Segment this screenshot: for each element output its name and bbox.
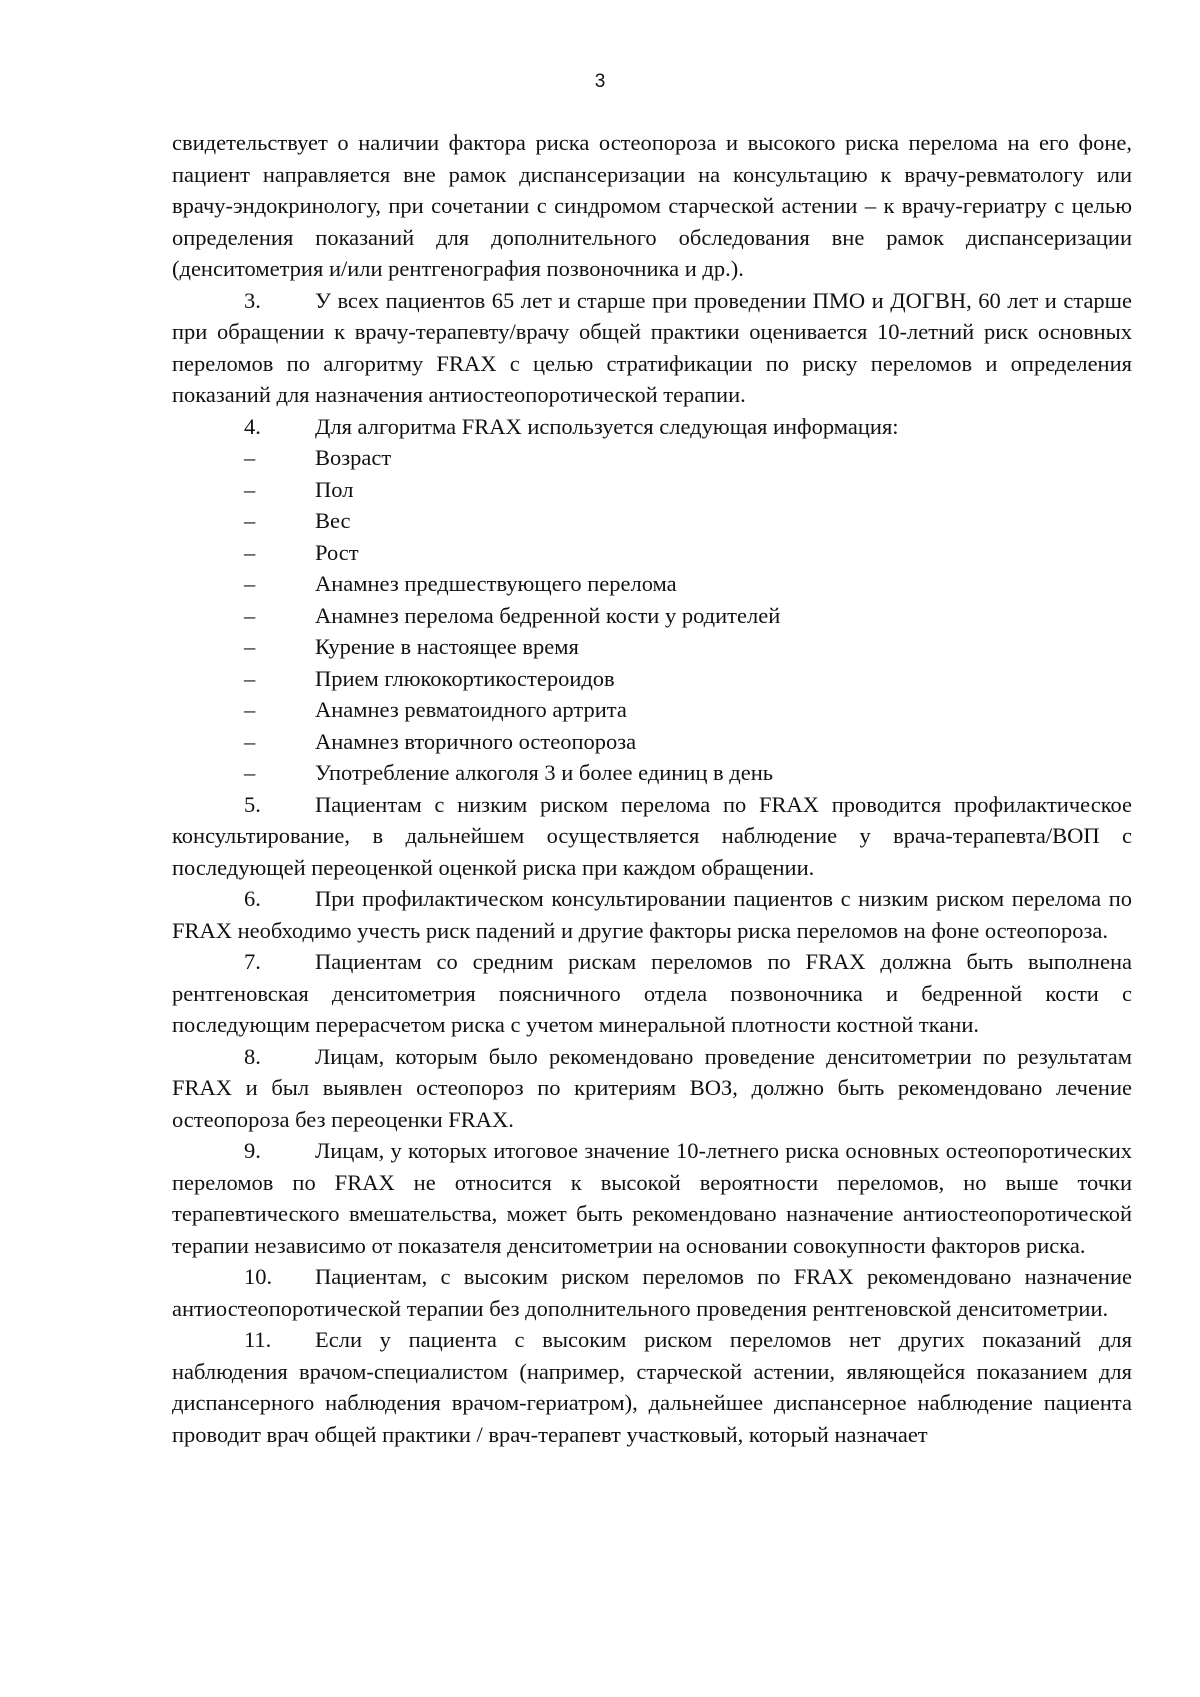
paragraph-text: У всех пациентов 65 лет и старше при проведении ПМО и ДОГВН, 60 лет и старше при обращении к врачу-терапевту/врачу общей практики оценивается 10-летний риск основных переломов по алгоритму FRAX с целью стратификации по риску переломов и определения показаний для назначения антиостеопоротической терапии.: [172, 287, 1132, 407]
list-item-text: Анамнез предшествующего перелома: [315, 571, 677, 596]
list-item: [172, 505, 1132, 537]
paragraph-text: Лицам, которым было рекомендовано проведение денситометрии по результатам FRAX и был выявлен остеопороз по критериям ВОЗ, должно быть рекомендовано лечение остеопороза без переоценки FRAX.: [172, 1043, 1132, 1132]
paragraph-number: 6.: [244, 886, 261, 911]
paragraph-text: Пациентам, с высоким риском переломов по FRAX рекомендовано назначение антиостеопоротической терапии без дополнительного проведения рентгеновской денситометрии.: [172, 1264, 1132, 1321]
list-item-text: Прием глюкокортикостероидов: [315, 665, 615, 691]
list-dash: –: [244, 665, 256, 691]
paragraph-text: Если у пациента с высоким риском переломов нет других показаний для наблюдения врачом-специалистом (например, старческой астении, являющейся показанием для диспансерного наблюдения врачом-гериатром), дальнейшее диспансерное наблюдение пациента проводит врач общей практики / врач-терапевт участковый, который назначает: [172, 1327, 1132, 1447]
list-item: [172, 694, 1132, 726]
paragraph-text: Пациентам с низким риском перелома по FRAX проводится профилактическое консультирование, в дальнейшем осуществляется наблюдение у врача-терапевта/ВОП с последующей переоценкой оценкой риска при каждом обращении.: [172, 791, 1132, 880]
paragraph-text: Пациентам со средним рискам переломов по FRAX должна быть выполнена рентгеновская денситометрия поясничного отдела позвоночника и бедренной кости с последующим перерасчетом риска с учетом минеральной плотности костной ткани.: [172, 949, 1132, 1037]
list-item-text: Курение в настоящее время: [315, 634, 579, 659]
paragraph-7: [172, 946, 1132, 1041]
list-dash: –: [244, 634, 256, 659]
list-dash: –: [244, 539, 256, 565]
paragraph-text: Для алгоритма FRAX используется следующая информация:: [315, 413, 899, 439]
document-body: [172, 127, 1132, 1450]
paragraph-number: 11.: [244, 1327, 272, 1352]
paragraph-9: [172, 1135, 1132, 1261]
list-dash: –: [244, 571, 256, 596]
paragraph-11: [172, 1324, 1132, 1450]
paragraph-text: Лицам, у которых итоговое значение 10-летнего риска основных остеопоротических переломов по FRAX не относится к высокой вероятности переломов, но выше точки терапевтического вмешательства, может быть рекомендовано назначение антиостеопоротической терапии независимо от показателя денситометрии на основании совокупности факторов риска.: [172, 1138, 1132, 1258]
list-item: [172, 663, 1132, 695]
list-item-text: Вес: [315, 508, 351, 533]
intro-paragraph: свидетельствует о наличии фактора риска остеопороза и высокого риска перелома на его фоне, пациент направляется вне рамок диспансеризации на консультацию к врачу-ревматологу или врачу-эндокринологу, при сочетании с синдромом старческой астении – к врачу-гериатру с целью определения показаний для дополнительного обследования вне рамок диспансеризации (денситометрия и/или рентгенография позвоночника и др.).: [172, 130, 1132, 281]
list-dash: –: [244, 476, 256, 502]
paragraph-number: 5.: [244, 791, 261, 817]
list-item: [172, 474, 1132, 506]
list-dash: –: [244, 728, 256, 754]
list-item: [172, 726, 1132, 758]
paragraph-3: [172, 285, 1132, 411]
paragraph-10: [172, 1261, 1132, 1324]
list-item-text: Анамнез ревматоидного артрита: [315, 697, 627, 722]
list-item: [172, 757, 1132, 789]
paragraph-number: 8.: [244, 1043, 261, 1069]
paragraph-5: [172, 789, 1132, 884]
paragraph-number: 4.: [244, 413, 261, 439]
list-item-text: Анамнез перелома бедренной кости у родителей: [315, 602, 781, 628]
paragraph-number: 7.: [244, 949, 261, 974]
paragraph-8: [172, 1041, 1132, 1136]
page-number: 3: [594, 71, 606, 92]
list-item-text: Рост: [315, 539, 359, 565]
list-item-text: Употребление алкоголя 3 и более единиц в день: [315, 760, 774, 785]
paragraph-6: [172, 883, 1132, 946]
list-item: [172, 442, 1132, 474]
list-item-text: Анамнез вторичного остеопороза: [315, 728, 637, 754]
list-dash: –: [244, 602, 256, 628]
paragraph-number: 10.: [244, 1264, 273, 1289]
paragraph-text: При профилактическом консультировании пациентов с низким риском перелома по FRAX необходимо учесть риск падений и другие факторы риска переломов на фоне остеопороза.: [172, 886, 1132, 943]
paragraph-number: 9.: [244, 1138, 261, 1163]
list-item-text: Пол: [315, 476, 354, 502]
list-item: [172, 537, 1132, 569]
list-dash: –: [244, 760, 256, 785]
list-item: [172, 568, 1132, 600]
list-item: [172, 600, 1132, 632]
list-item: [172, 631, 1132, 663]
list-dash: –: [244, 508, 256, 533]
list-item-text: Возраст: [315, 445, 392, 470]
list-dash: –: [244, 445, 256, 470]
list-dash: –: [244, 697, 256, 722]
frax-factor-list: [172, 442, 1132, 789]
paragraph-number: 3.: [244, 287, 261, 313]
paragraph-4: [172, 411, 1132, 443]
